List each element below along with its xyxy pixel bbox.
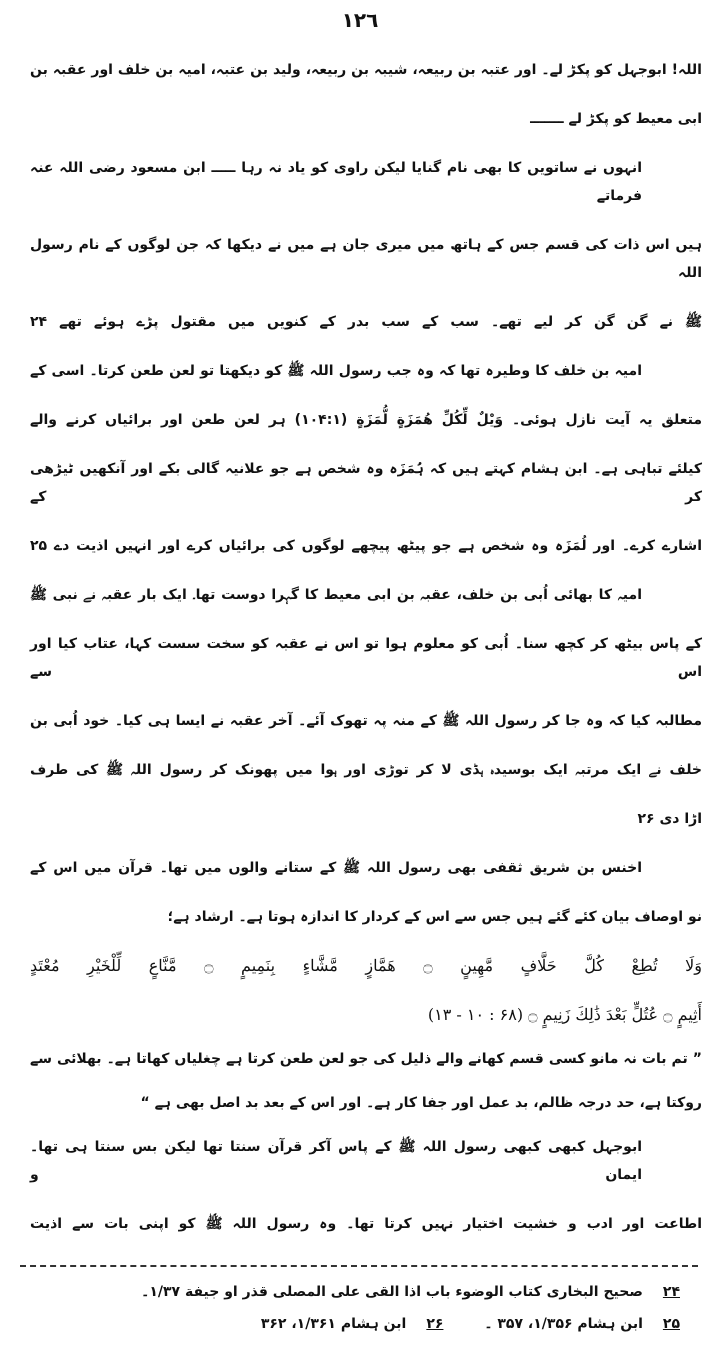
text-line: متعلق یہ آیت نازل ہوئی۔ وَيْلٌ لِّكُلِّ هُمَزَةٍ لُّمَزَةٍ (۱۰۴:۱) ہر لعن طعن اور برائیاں کرنے والے [30, 412, 703, 428]
text-line: اڑا دی ۲۶ [637, 811, 702, 827]
text-line: ﷺ نے گن گن کر لیے تھے۔ سب کے سب بدر کے کنویں میں مقتول پڑے ہوئے تھے ۲۴ [30, 314, 702, 330]
text-line: روکتا ہے، حد درجہ ظالم، بد عمل اور جفا کار ہے۔ اور اس کے بعد بد اصل بھی ہے “ [140, 1095, 702, 1111]
text-line: ابوجہل کبھی کبھی رسول اللہ ﷺ کے پاس آکر قرآن سنتا تھا لیکن بس سنتا ہی تھا۔ ایمان و [30, 1139, 642, 1183]
text-line: کیلئے تباہی ہے۔ ابن ہشام کہتے ہیں کہ ہُمَزَہ وہ شخص ہے جو علانیہ گالی بکے اور آنکھیں ٹیڑھی کر کے [30, 461, 702, 505]
footnote-text: صحیح البخاری کتاب الوضوء باب اذا القی علی المصلی قذر او جیفة ۱/۳۷۔ [141, 1284, 643, 1300]
footnote-number: ۲۶ [426, 1316, 444, 1332]
footnote-text: ابن ہشام ۱/۳۵۶، ۳۵۷ ۔ [484, 1316, 643, 1332]
text-line: اشارے کرے۔ اور لُمَزَہ وہ شخص ہے جو پیٹھ پیچھے لوگوں کی برائیاں کرے اور انہیں اذیت دے ۲۵ [30, 538, 702, 554]
text-line: امیہ کا بھائی اُبی بن خلف، عقبہ بن ابی معیط کا گہرا دوست تھا۔ ایک بار عقبہ نے نبی ﷺ [30, 587, 642, 603]
quran-verse-line: وَلَا تُطِعْ كُلَّ حَلَّافٍ مَّهِينٍ ۝ هَمَّازٍ مَّشَّاءٍ بِنَمِيمٍ ۝ مَّنَّاعٍ لِّلْخَيْرِ مُعْتَدٍ [30, 956, 703, 975]
footnotes [20, 1281, 680, 1345]
text-line: اطاعت اور ادب و خشیت اختیار نہیں کرتا تھا۔ وہ رسول اللہ ﷺ کو اپنی بات سے اذیت [30, 1216, 702, 1232]
quran-verse-line: أَثِيمٍ ۝ عُتُلٍّ بَعْدَ ذَٰلِكَ زَنِيمٍ ۝ (۶۸ : ۱۰ - ۱۳) [427, 1005, 702, 1024]
footnote-divider [20, 1265, 698, 1267]
text-line: ہیں اس ذات کی قسم جس کے ہاتھ میں میری جان ہے میں نے دیکھا کہ جن لوگوں کے نام رسول اللہ [30, 237, 702, 281]
body-text [30, 56, 702, 1259]
text-line: خلف نے ایک مرتبہ ایک بوسیدہ ہڈی لا کر توڑی اور ہوا میں پھونک کر رسول اللہ ﷺ کی طرف [30, 762, 702, 778]
page-number: ١٢٦ [341, 8, 379, 32]
text-line: امیہ بن خلف کا وطیرہ تھا کہ وہ جب رسول اللہ ﷺ کو دیکھتا تو لعن طعن کرتا۔ اسی کے [30, 363, 642, 379]
text-line: نو اوصاف بیان کئے گئے ہیں جس سے اس کے کردار کا اندازہ ہوتا ہے۔ ارشاد ہے؛ [167, 909, 702, 925]
footnote [20, 1313, 680, 1345]
text-line: مطالبہ کیا کہ وہ جا کر رسول اللہ ﷺ کے منہ پہ تھوک آئے۔ آخر عقبہ نے ایسا ہی کیا۔ خود اُبی بن [30, 713, 702, 729]
footnote [20, 1281, 680, 1313]
footnote-text: ابن ہشام ۱/۳۶۱، ۳۶۲ [260, 1316, 407, 1332]
text-line: اللہ! ابوجہل کو پکڑ لے۔ اور عتبہ بن ربیعہ، شیبہ بن ربیعہ، ولید بن عتبہ، امیہ بن خلف اور عقبہ بن [30, 62, 702, 78]
text-line: کے پاس بیٹھ کر کچھ سنا۔ اُبی کو معلوم ہوا تو اس نے عقبہ کو سخت سست کہا، عتاب کیا اور اس سے [30, 636, 702, 680]
footnote-number: ۲۵ [662, 1316, 680, 1332]
text-line: انہوں نے ساتویں کا بھی نام گنایا لیکن راوی کو یاد نہ رہا ـــــ ابن مسعود رضی اللہ عنہ فرماتے [30, 160, 642, 204]
text-line: ” تم بات نہ مانو کسی قسم کھانے والے ذلیل کی جو لعن طعن کرتا ہے چغلیاں کھاتا ہے۔ بھلائی سے [30, 1051, 702, 1067]
text-line: ابی معیط کو پکڑ لے ـــــــ [530, 111, 702, 127]
text-line: اخنس بن شریق ثقفی بھی رسول اللہ ﷺ کے ستانے والوں میں تھا۔ قرآن میں اس کے [30, 860, 642, 876]
footnote-number: ۲۴ [662, 1284, 680, 1300]
